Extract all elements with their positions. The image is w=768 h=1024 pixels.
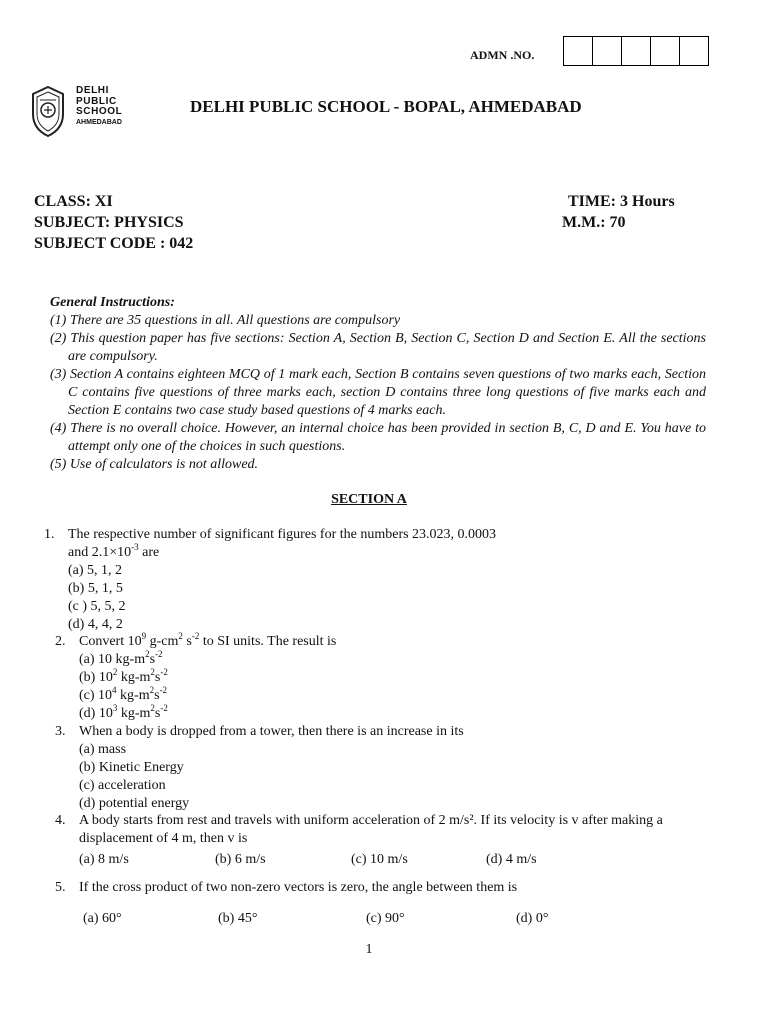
school-crest-icon bbox=[30, 84, 66, 138]
logo-line: SCHOOL bbox=[76, 106, 123, 117]
option-b: (b) Kinetic Energy bbox=[79, 760, 184, 775]
option-c: (c ) 5, 5, 2 bbox=[68, 599, 126, 614]
option-c: (c) $10^4$ $kg-m^2s^{-2}$ bbox=[79, 685, 168, 703]
option-c: (c) 90° bbox=[366, 911, 405, 926]
question-text: A body starts from rest and travels with uniform acceleration of 2 m/s². If its velocity is v after making a displacement of 4 m, then v is bbox=[79, 813, 663, 846]
option-c: (c) acceleration bbox=[79, 778, 166, 793]
option-a: (a) 5, 1, 2 bbox=[68, 563, 123, 578]
instructions-heading: General Instructions: bbox=[50, 295, 175, 310]
instruction-item: (1) There are 35 questions in all. All questions are compulsory bbox=[50, 313, 401, 328]
class-label: CLASS: XI bbox=[34, 193, 113, 210]
question-4 bbox=[55, 812, 719, 869]
instruction-item: (5) Use of calculators is not allowed. bbox=[50, 457, 259, 472]
question-3 bbox=[55, 723, 749, 813]
question-text-continued: and $2.1\times 10^{-3}$ are bbox=[68, 542, 160, 560]
question-number: 4. bbox=[55, 813, 66, 828]
option-b: (b) 6 m/s bbox=[215, 852, 266, 867]
max-marks-label: M.M.: 70 bbox=[562, 214, 626, 231]
logo-wordmark bbox=[76, 86, 122, 128]
question-5 bbox=[55, 879, 749, 928]
question-text: Convert $10^9$ $g-cm^2$ $s^{-2}$ to SI units. The result is bbox=[79, 631, 337, 649]
question-text: When a body is dropped from a tower, then there is an increase in its bbox=[79, 724, 464, 739]
option-d: (d) $10^3$ $kg-m^2s^{-2}$ bbox=[79, 703, 168, 721]
question-1 bbox=[44, 526, 738, 634]
instruction-item: (4) There is no overall choice. However, an internal choice has been provided in section B, C, D and E. You have to attempt only one of the choices in such questions. bbox=[50, 421, 706, 454]
option-c: (c) 10 m/s bbox=[351, 852, 408, 867]
option-d: (d) 4, 4, 2 bbox=[68, 617, 123, 632]
admission-digit-box[interactable] bbox=[651, 37, 680, 65]
time-label: TIME: 3 Hours bbox=[568, 193, 675, 210]
question-text: The respective number of significant figures for the numbers 23.023, 0.0003 bbox=[68, 527, 497, 542]
option-a: (a) 10 $kg-m^2s^{-2}$ bbox=[79, 649, 163, 667]
option-d: (d) 0° bbox=[516, 911, 549, 926]
question-text: If the cross product of two non-zero vectors is zero, the angle between them is bbox=[79, 880, 518, 895]
option-d: (d) potential energy bbox=[79, 796, 190, 811]
admission-number-boxes[interactable] bbox=[563, 36, 709, 66]
admission-digit-box[interactable] bbox=[593, 37, 622, 65]
section-a-title: SECTION A bbox=[331, 492, 407, 507]
subject-label: SUBJECT: PHYSICS bbox=[34, 214, 184, 231]
logo-line: PUBLIC bbox=[76, 95, 117, 107]
question-number: 1. bbox=[44, 527, 55, 542]
school-logo bbox=[30, 84, 123, 140]
instruction-item: (3) Section A contains eighteen MCQ of 1 mark each, Section B contains seven questions of two marks each, Section C contains five questions of three marks each, section D contains three long questions of five marks each and Section E contains two case study based questions of 4 marks each. bbox=[50, 367, 706, 418]
subject-code-label: SUBJECT CODE : 042 bbox=[34, 235, 194, 252]
page-number: 1 bbox=[365, 942, 373, 957]
school-title: DELHI PUBLIC SCHOOL - BOPAL, AHMEDABAD bbox=[190, 97, 582, 116]
question-number: 3. bbox=[55, 724, 66, 739]
option-b: (b) $10^2$ $kg-m^2s^{-2}$ bbox=[79, 667, 168, 685]
question-number: 2. bbox=[55, 634, 66, 649]
option-a: (a) mass bbox=[79, 742, 127, 757]
option-a: (a) 60° bbox=[83, 911, 122, 926]
admission-digit-box[interactable] bbox=[564, 37, 593, 65]
question-2 bbox=[55, 631, 749, 723]
admission-number-label: ADMN .NO. bbox=[470, 48, 535, 62]
admission-digit-box[interactable] bbox=[680, 37, 708, 65]
admission-digit-box[interactable] bbox=[622, 37, 651, 65]
instruction-item: (2) This question paper has five sections: Section A, Section B, Section C, Section D and Section E. All the sections are compulsory. bbox=[50, 331, 706, 364]
logo-line: AHMEDABAD bbox=[76, 118, 122, 126]
logo-line: DELHI bbox=[76, 85, 109, 96]
option-d: (d) 4 m/s bbox=[486, 852, 537, 867]
option-a: (a) 8 m/s bbox=[79, 852, 129, 867]
question-number: 5. bbox=[55, 880, 66, 895]
general-instructions bbox=[50, 294, 706, 474]
option-b: (b) 5, 1, 5 bbox=[68, 581, 123, 596]
option-b: (b) 45° bbox=[218, 911, 258, 926]
